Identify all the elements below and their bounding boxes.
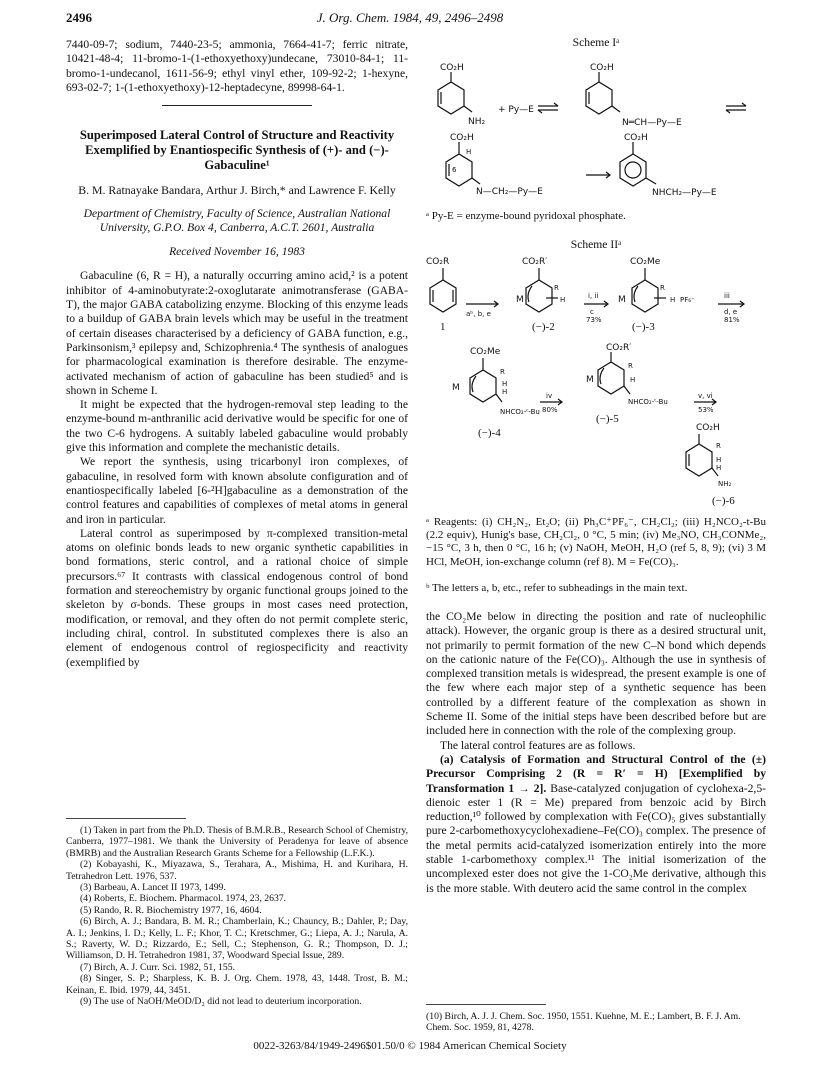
- paragraph: Gabaculine (6, R = H), a naturally occurring amino acid,² is a potent inhibitor of 4-aminobutyrate:2-oxoglutarate animotransferase (GABA-T), the major GABA catabolizing enzyme. Blocking of this enzyme leads to a buildup of GABA brain levels which may be useful in the treatment of certain diseases characterised by a deficiency of GABA function, e.g., Parkinsonism,³ epilepsy and, Schizophrenia.⁴ The synthesis of analogues for pharmacological examination is therefore desirable. The enzyme-activated mechanism of action of gabaculine has been studied⁵ and is shown in Scheme I.: [66, 269, 408, 397]
- received-date: Received November 16, 1983: [169, 245, 305, 259]
- s2-co2me-2: CO₂Me: [470, 347, 501, 357]
- section-a-text: Base-catalyzed conjugation of cyclohexa-2,5-dienoic ester 1 (R = Me) prepared from benzoic acid by Birch reduction,¹⁰ followed by complexation with Fe(CO)₅ gives substantially pure 2-carbomethoxycyclohexadiene–Fe(CO)₃ complex. The presence of the metal permits acid-catalyzed isomerization entirely into the more stable 1-carbomethoxy complex.¹¹ The initial isomerization of the uncomplexed ester does not give the 1-CO₂Me derivative, although this is the more stable. With deutero acid the same control in the complex: [426, 781, 766, 895]
- paragraph: Lateral control as superimposed by π-complexed transition-metal atoms on olefinic bonds leads to new organic synthetic capabilities in bond formations, steric control, and a rational choice of simple precursors.⁶⁷ It contrasts with classical endogenous control of bond formation and stereochemistry by organic functional groups joined to the skeleton by σ-bonds. These groups in most cases need protection, modification, or removal, and they often do not permit complete steric, including chiral, control. In substituted complexes there is also an element of endogenous control of regiospecificity and reactivity (exemplified by: [66, 526, 408, 669]
- scheme2-footnote-b: ᵇ The letters a, b, etc., refer to subheadings in the main text.: [426, 582, 688, 594]
- section-a-heading: (a) Catalysis of Formation and Structural Control of the (±) Precursor Comprising 2 (R = R′ = H) [Exemplified by Transformation 1 → 2].: [426, 752, 766, 795]
- s1-h: H: [466, 148, 472, 156]
- s2-m-1: M: [516, 295, 524, 305]
- s2-arrow2: i, ii: [588, 292, 599, 300]
- s2-h-4: H: [502, 388, 508, 396]
- footnote: (3) Barbeau, A. Lancet II 1973, 1499.: [80, 882, 226, 894]
- s1-imine: N═CH—Py—E: [622, 118, 682, 128]
- s1-co2h-4: CO₂H: [624, 133, 648, 143]
- footnote-rule: [426, 1004, 546, 1005]
- s1-plus: + Py—E: [498, 105, 534, 115]
- footnote-rule: [66, 818, 186, 819]
- s2-arrow4: iv: [546, 392, 553, 400]
- s1-amine1: N—CH₂—Py—E: [476, 187, 543, 197]
- s2-h-1: H: [560, 296, 566, 304]
- s2-nhco2-2: NHCO₂-ᵗ-Bu: [628, 398, 668, 406]
- page-number: 2496: [66, 10, 92, 25]
- s2-pf6: PF₆⁻: [680, 296, 695, 304]
- s2-arrow2y: 73%: [586, 316, 602, 324]
- s2-m-4: M: [586, 375, 594, 385]
- s2-h-6: H: [716, 456, 722, 464]
- s2-co2h: CO₂H: [696, 423, 720, 433]
- s2-cmpd-3: (−)-3: [632, 321, 655, 333]
- s2-arrow4y: 80%: [542, 406, 558, 414]
- footnote: (2) Kobayashi, K., Miyazawa, S., Terahara, A., Mishima, H. and Kurihara, H. Tetrahedron Lett. 1976, 537.: [66, 859, 408, 882]
- s1-amine2: NHCH₂—Py—E: [652, 188, 717, 198]
- footnotes-left: [66, 818, 408, 1008]
- s2-r-1: R: [554, 284, 559, 292]
- s2-r-3: R: [500, 368, 505, 376]
- footnote: (8) Singer, S. P.; Sharpless, K. B. J. Org. Chem. 1978, 43, 1448. Trost, B. M.; Keinan, E. Ibid. 1979, 44, 3451.: [66, 973, 408, 996]
- page-header: [0, 10, 820, 30]
- scheme1-figure: [426, 50, 766, 210]
- s2-nhco2-1: NHCO₂-ᵗ-Bu: [500, 408, 540, 416]
- s2-co2rp-2: CO₂R′: [606, 343, 632, 353]
- journal-citation: J. Org. Chem. 1984, 49, 2496–2498: [316, 10, 504, 25]
- footnote: (1) Taken in part from the Ph.D. Thesis of B.M.R.B., Research School of Chemistry, Canberra, 1977–1981. We thank the University of Peradenya for leave of absence (BMRB) and the Australian Research Grants Scheme for a Fellowship (L.F.K.).: [66, 825, 408, 859]
- footnotes-right: [426, 1004, 766, 1034]
- s2-arrow3: iii: [724, 292, 730, 300]
- s2-r-4: R: [628, 362, 633, 370]
- s2-r-5: R: [716, 442, 721, 450]
- right-column-text: [426, 610, 766, 896]
- s2-arrow1: aᵇ, b, e: [466, 310, 491, 318]
- s2-h-2: H: [670, 296, 676, 304]
- s1-co2h-1: CO₂H: [440, 63, 464, 73]
- s1-nh2: NH₂: [468, 117, 486, 127]
- s1-co2h-2: CO₂H: [590, 63, 614, 73]
- footnote: (5) Rando, R. R. Biochemistry 1977, 16, 4604.: [80, 904, 262, 916]
- article-title: Superimposed Lateral Control of Structure and Reactivity Exemplified by Enantiospecific Synthesis of (+)- and (−)-Gabaculine¹: [79, 128, 395, 173]
- s2-arrow5: v, vi: [698, 392, 713, 400]
- s2-h-5: H: [630, 376, 636, 384]
- paragraph: The lateral control features are as follows.: [440, 738, 636, 752]
- s2-m-3: M: [452, 383, 460, 393]
- s2-m-2: M: [618, 295, 626, 305]
- s2-cmpd-6: (−)-6: [712, 495, 735, 507]
- paragraph: We report the synthesis, using tricarbonyl iron complexes, of gabaculine, in resolved form with known absolute configuration and of enantiospecifically labeled [6-²H]gabaculine as a demonstration of the control features and capabilities of complexes of metal atoms in general and iron in particular.: [66, 455, 408, 526]
- s2-arrow3b: d, e: [724, 308, 738, 316]
- s2-cmpd-2: (−)-2: [532, 321, 555, 333]
- s2-co2r: CO₂R: [426, 257, 450, 267]
- paragraph: It might be expected that the hydrogen-removal step leading to the enzyme-bound m-anthranilic acid derivative would be specific for one of the two C-6 hydrogens. A suitably labeled gabaculine would probably give this information and complete the mechanistic details.: [66, 398, 408, 455]
- article-affiliation: Department of Chemistry, Faculty of Science, Australian National University, G.P.O. Box 4, Canberra, A.C.T. 2601, Australia: [83, 207, 391, 235]
- s2-h-7: H: [716, 464, 722, 472]
- footnote: (6) Birch, A. J.; Bandara, B. M. R.; Chamberlain, K.; Chauncy, B.; Dahler, P.; Day, A. I.; Jenkins, I. D.; Kelly, L. F.; Khor, T. C.; Kretschmer, G.; Liepa, A. J.; Narula, A. S.; Raverty, W. D.; Rizzardo, E.; Sell, C.; Stephenson, G. R.; Thompson, D. J.; Williamson, D. H. Tetrahedron 1981, 37, Woodward Special Issue, 289.: [66, 916, 408, 962]
- scheme1-footnote: ᵃ Py-E = enzyme-bound pyridoxal phosphate.: [426, 210, 626, 222]
- footnote: (7) Birch, A. J. Curr. Sci. 1982, 51, 155.: [80, 961, 235, 973]
- s1-co2h-3: CO₂H: [450, 133, 474, 143]
- page-footer: 0022-3263/84/1949-2496$01.50/0 © 1984 American Chemical Society: [253, 1040, 567, 1052]
- scheme2-figure: [426, 252, 766, 508]
- s2-cmpd-4: (−)-4: [478, 427, 501, 439]
- footnote: (4) Roberts, E. Biochem. Pharmacol. 1974, 23, 2637.: [80, 893, 287, 905]
- s2-co2me-1: CO₂Me: [630, 257, 661, 267]
- s2-arrow5y: 53%: [698, 406, 714, 414]
- s2-arrow3y: 81%: [724, 316, 740, 324]
- s2-cmpd-1: 1: [440, 321, 446, 333]
- footnote: (10) Birch, A. J. J. Chem. Soc. 1950, 1551. Kuehne, M. E.; Lambert, B. F. J. Am. Chem. Soc. 1959, 81, 4278.: [426, 1011, 741, 1034]
- scheme2-title: Scheme IIᵃ: [570, 238, 622, 251]
- registry-text: 7440-09-7; sodium, 7440-23-5; ammonia, 7664-41-7; ferric nitrate, 10421-48-4; 11-bromo-1-(1-ethoxyethoxy)undecane, 73010-84-1; 11-bromo-1-undecanol, 1611-56-9; ethyl vinyl ether, 109-92-2; 1-hexyne, 693-02-7; 1-(1-ethoxyethoxy)-12-heptadecyne, 89998-64-1.: [66, 38, 408, 94]
- scheme2-footnote-a: ᵃ Reagents: (i) CH₂N₂, Et₂O; (ii) Ph₃C⁺PF₆⁻, CH₂Cl₂; (iii) H₂NCO₂-t-Bu (2.2 equiv), Hunig's base, CH₂Cl₂, 0 °C, 5 min; (iv) Me₃NO, CH₃CONMe₂, −15 °C, 3 h, then 0 °C, 16 h; (v) NaOH, MeOH, H₂O (ref 5, 8, 9); (vi) 3 M HCl, MeOH, ion-exchange column (ref 8). M = Fe(CO)₃.: [426, 516, 766, 568]
- scheme1-title: Scheme Iᵃ: [572, 36, 620, 49]
- s2-arrow2b: c: [590, 308, 594, 316]
- s2-nh2: NH₂: [718, 480, 732, 488]
- left-column: [66, 38, 408, 670]
- divider: [162, 105, 312, 106]
- s2-co2rp: CO₂R′: [522, 257, 548, 267]
- s2-cmpd-5: (−)-5: [596, 413, 619, 425]
- paragraph: the CO₂Me below in directing the position and rate of nucleophilic attack). However, the organic group is there as a desired structural unit, not primarily to permit formation of the new C–N bond which depends on the cationic nature of the Fe(CO)₃. Although the use in synthesis of complexed transition metals is widespread, the present example is one of the few where each major step of a synthetic sequence has been controlled by a different feature of the complexation as shown in Scheme II. Some of the initial steps have been described before but are included here in connection with the role of the complexing group.: [426, 610, 766, 738]
- s2-r-2: R: [660, 284, 665, 292]
- s2-h-3: H: [502, 380, 508, 388]
- article-authors: B. M. Ratnayake Bandara, Arthur J. Birch,* and Lawrence F. Kelly: [78, 183, 396, 198]
- footnote: (9) The use of NaOH/MeOD/D₂ did not lead to deuterium incorporation.: [80, 996, 362, 1008]
- s1-six: 6: [452, 166, 457, 174]
